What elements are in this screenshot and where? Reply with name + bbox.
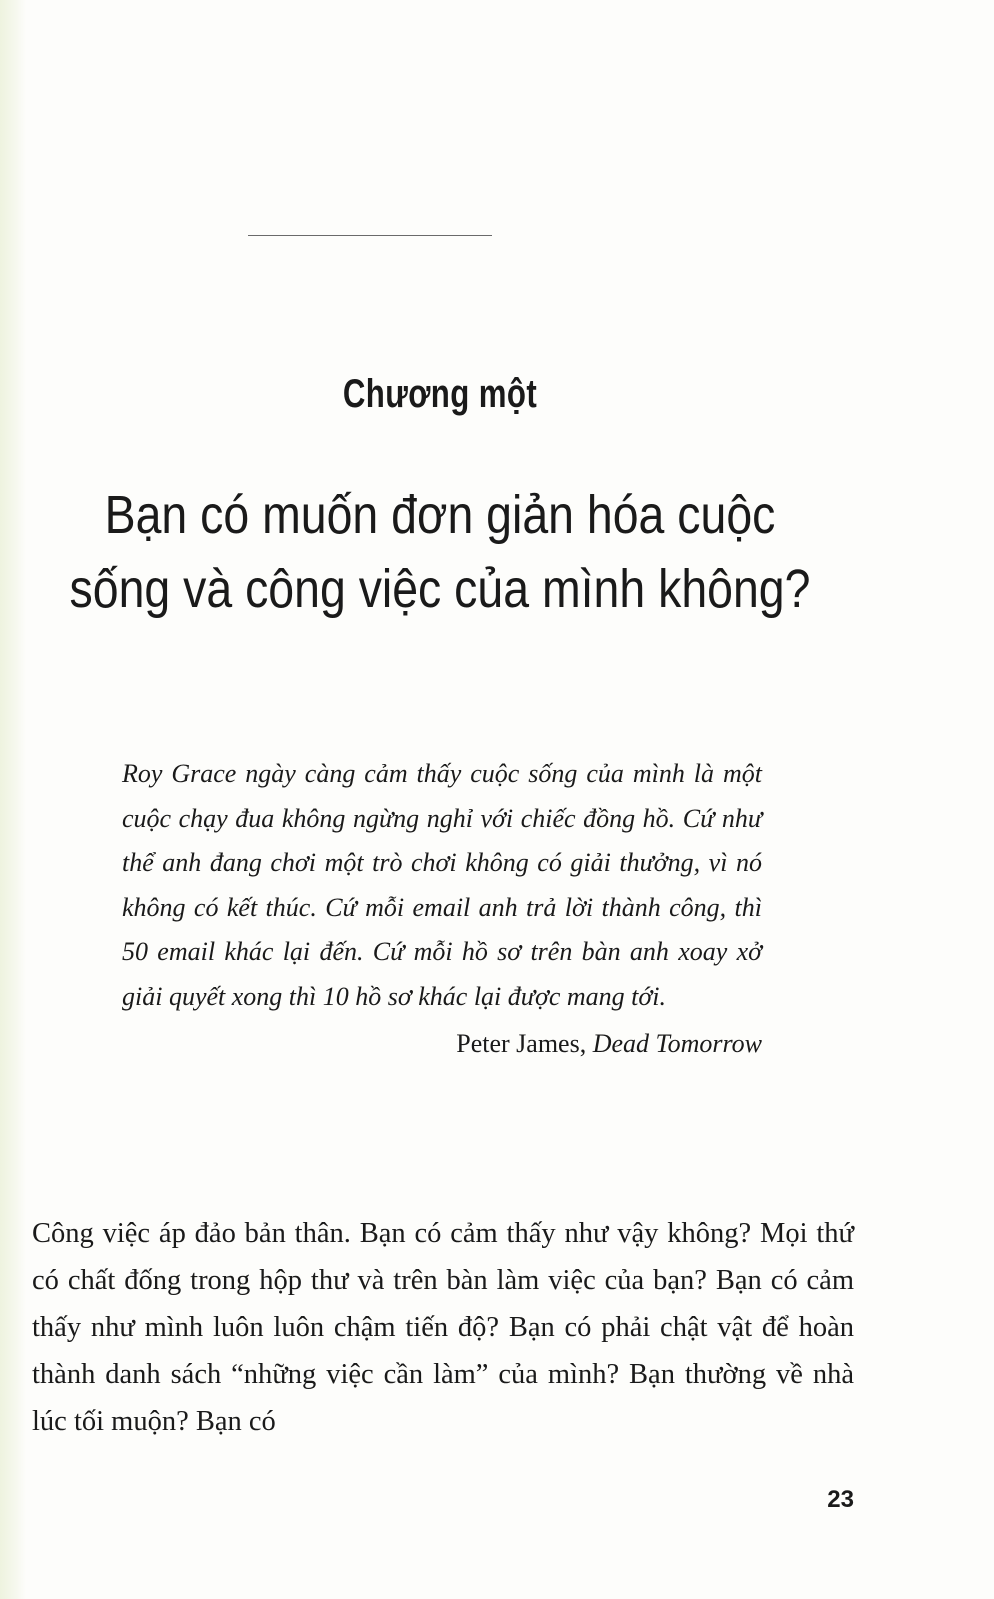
page-number: 23 bbox=[827, 1486, 854, 1513]
body-paragraph: Công việc áp đảo bản thân. Bạn có cảm thấy như vậy không? Mọi thứ có chất đống trong hộp thư và trên bàn làm việc của bạn? Bạn có cảm thấy như mình luôn luôn chậm tiến độ? Bạn có phải chật vật để hoàn thành danh sách “những việc cần làm” của mình? Bạn thường về nhà lúc tối muộn? Bạn có bbox=[32, 1218, 854, 1437]
epigraph bbox=[122, 752, 762, 1059]
chapter-divider-rule bbox=[248, 235, 492, 236]
chapter-title: Bạn có muốn đơn giản hóa cuộc sống và công việc của mình không? bbox=[69, 485, 811, 619]
page-edge-shadow bbox=[0, 0, 26, 1599]
epigraph-author: Peter James, bbox=[456, 1029, 587, 1058]
epigraph-attribution bbox=[122, 1029, 762, 1059]
chapter-label: Chương một bbox=[342, 372, 538, 416]
epigraph-quote: Roy Grace ngày càng cảm thấy cuộc sống của mình là một cuộc chạy đua không ngừng nghỉ với chiếc đồng hồ. Cứ như thể anh đang chơi một trò chơi không có giải thưởng, vì nó không có kết thúc. Cứ mỗi email anh trả lời thành công, thì 50 email khác lại đến. Cứ mỗi hồ sơ trên bàn anh xoay xở giải quyết xong thì 10 hồ sơ khác lại được mang tới. bbox=[122, 759, 762, 1011]
epigraph-work-title: Dead Tomorrow bbox=[592, 1029, 762, 1058]
